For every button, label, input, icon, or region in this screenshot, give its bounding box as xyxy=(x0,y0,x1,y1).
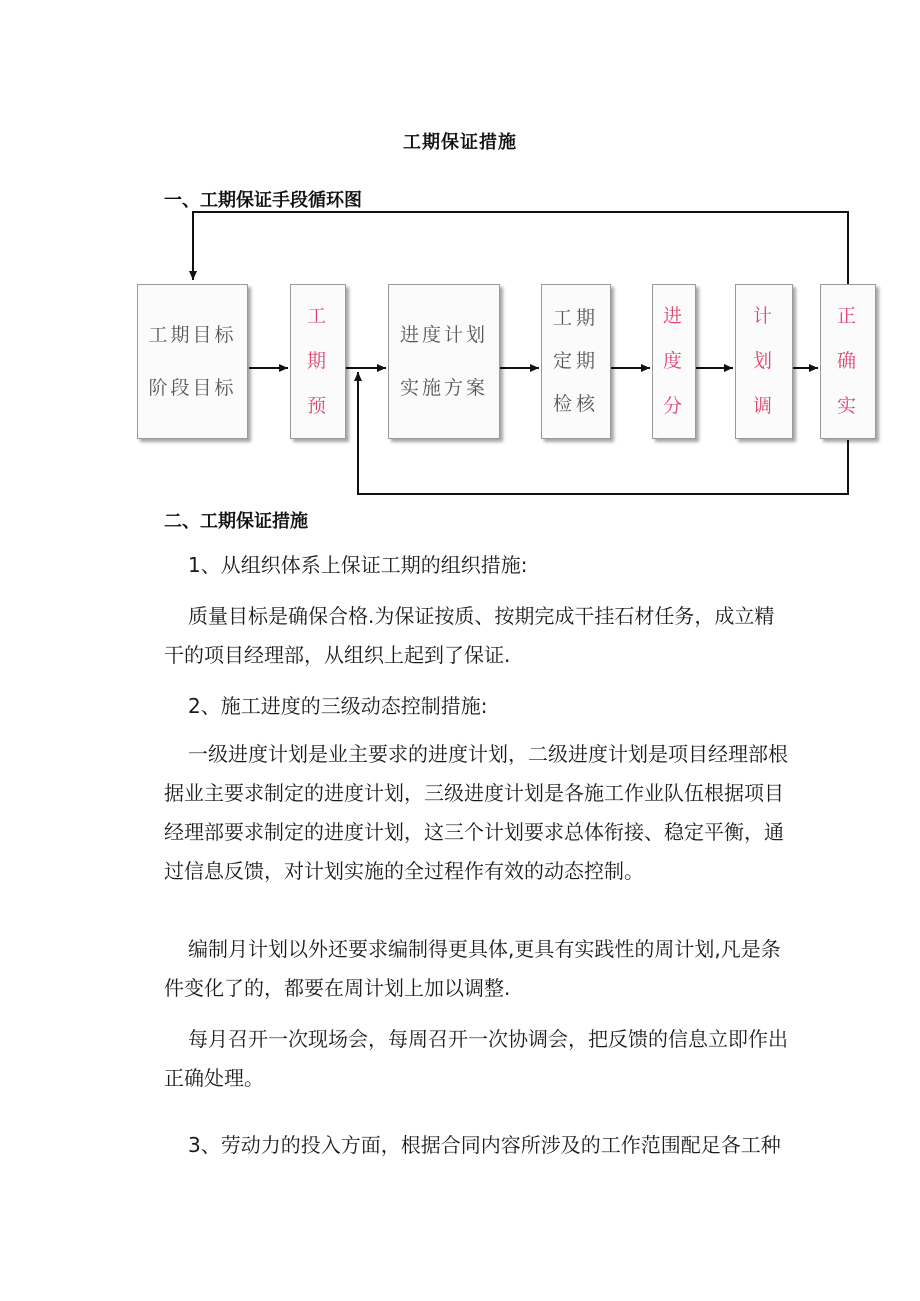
top-feedback-line xyxy=(193,212,848,284)
flow-box-forecast-char: 期 xyxy=(306,350,329,372)
section1-heading: 一、工期保证手段循环图 xyxy=(164,190,362,211)
flow-box-goal-line2: 阶段目标 xyxy=(148,376,237,399)
flow-diagram-connectors xyxy=(0,0,920,520)
flow-box-analysis-char: 分 xyxy=(662,395,685,417)
paragraph: 3、劳动力的投入方面，根据合同内容所涉及的工作范围配足各工种 xyxy=(188,1133,781,1157)
flow-box-goal xyxy=(137,284,248,439)
flow-box-adjust xyxy=(735,284,793,439)
flow-box-plan-line2: 实施方案 xyxy=(399,376,488,399)
paragraph: 2、施工进度的三级动态控制措施: xyxy=(188,694,488,718)
flow-box-implement-char: 实 xyxy=(836,395,859,417)
flow-box-forecast xyxy=(290,284,346,439)
flow-box-adjust-char: 调 xyxy=(752,395,775,417)
flow-box-plan xyxy=(388,284,500,439)
flow-box-implement-char: 正 xyxy=(836,305,859,327)
flow-box-check xyxy=(541,284,611,439)
flow-box-check-line: 工期 xyxy=(552,307,599,329)
flow-box-check-line: 定期 xyxy=(552,350,599,372)
flow-box-forecast-char: 预 xyxy=(306,395,329,417)
flow-box-plan-line1: 进度计划 xyxy=(399,323,488,346)
flow-box-goal-line1: 工期目标 xyxy=(148,323,237,346)
flow-box-implement xyxy=(820,284,876,439)
flow-box-analysis xyxy=(652,284,696,439)
flow-box-adjust-char: 计 xyxy=(752,305,775,327)
paragraph: 一级进度计划是业主要求的进度计划，二级进度计划是项目经理部根据业主要求制定的进度计划，三级进度计划是各施工作业队伍根据项目经理部要求制定的进度计划，这三个计划要求总体衔接、稳定平衡，通过信息反馈，对计划实施的全过程作有效的动态控制。 xyxy=(164,742,788,883)
flow-box-adjust-char: 划 xyxy=(752,350,775,372)
document-title: 工期保证措施 xyxy=(403,132,517,153)
paragraph: 质量目标是确保合格.为保证按质、按期完成干挂石材任务，成立精干的项目经理部，从组织上起到了保证. xyxy=(164,604,775,667)
flow-box-implement-char: 确 xyxy=(836,350,859,372)
paragraph: 1、从组织体系上保证工期的组织措施: xyxy=(188,553,528,577)
flow-box-analysis-char: 进 xyxy=(662,305,685,327)
paragraph: 编制月计划以外还要求编制得更具体,更具有实践性的周计划,凡是条件变化了的，都要在周计划上加以调整. xyxy=(164,937,781,1000)
section2-heading: 二、工期保证措施 xyxy=(164,511,308,532)
flow-box-analysis-char: 度 xyxy=(662,350,685,372)
flow-box-forecast-char: 工 xyxy=(306,305,329,327)
paragraph: 每月召开一次现场会，每周召开一次协调会，把反馈的信息立即作出正确处理。 xyxy=(164,1027,788,1090)
flow-box-check-line: 检核 xyxy=(552,393,599,415)
